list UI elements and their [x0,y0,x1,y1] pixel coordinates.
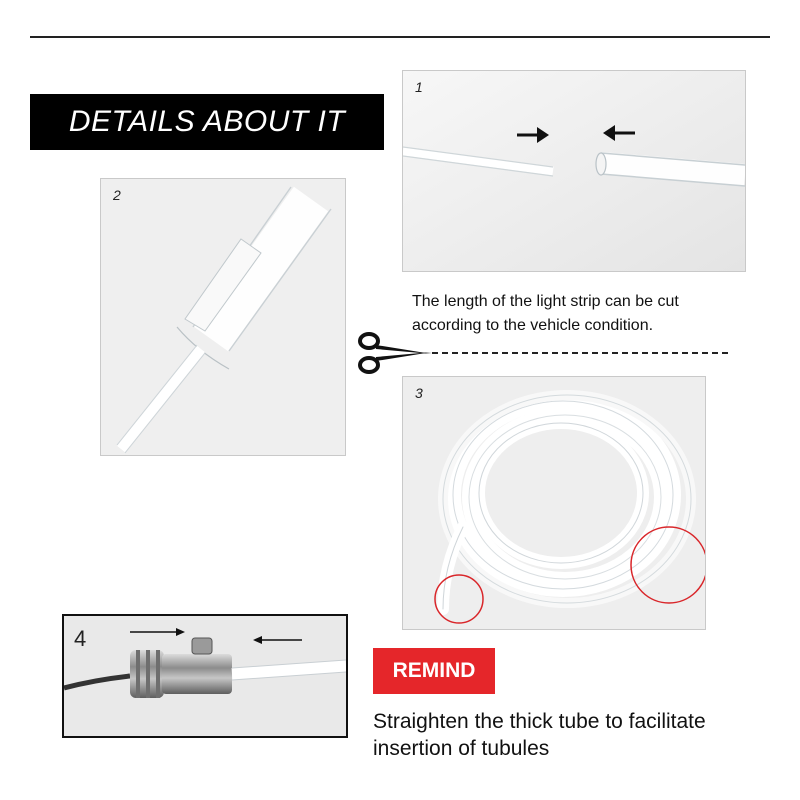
step-number: 1 [415,79,423,95]
page-title: DETAILS ABOUT IT [30,94,384,150]
top-divider [30,36,770,38]
connector-illustration [64,616,346,736]
tube-slit-illustration [101,179,345,455]
step-number: 3 [415,385,423,401]
step-4-photo [62,614,348,738]
step-1-photo [402,70,746,272]
remind-text: Straighten the thick tube to facilitate insertion of tubules [373,710,706,760]
step-number: 4 [74,626,87,651]
cut-line [432,352,728,354]
coiled-tube-illustration [403,377,705,629]
step-2-photo [100,178,346,456]
step-number: 2 [113,187,121,203]
scissors-icon [356,330,436,376]
tube-join-illustration [403,71,745,271]
step-3-photo [402,376,706,630]
cut-instruction: The length of the light strip can be cut according to the vehicle condition. [412,293,679,334]
remind-badge: REMIND [373,648,495,694]
